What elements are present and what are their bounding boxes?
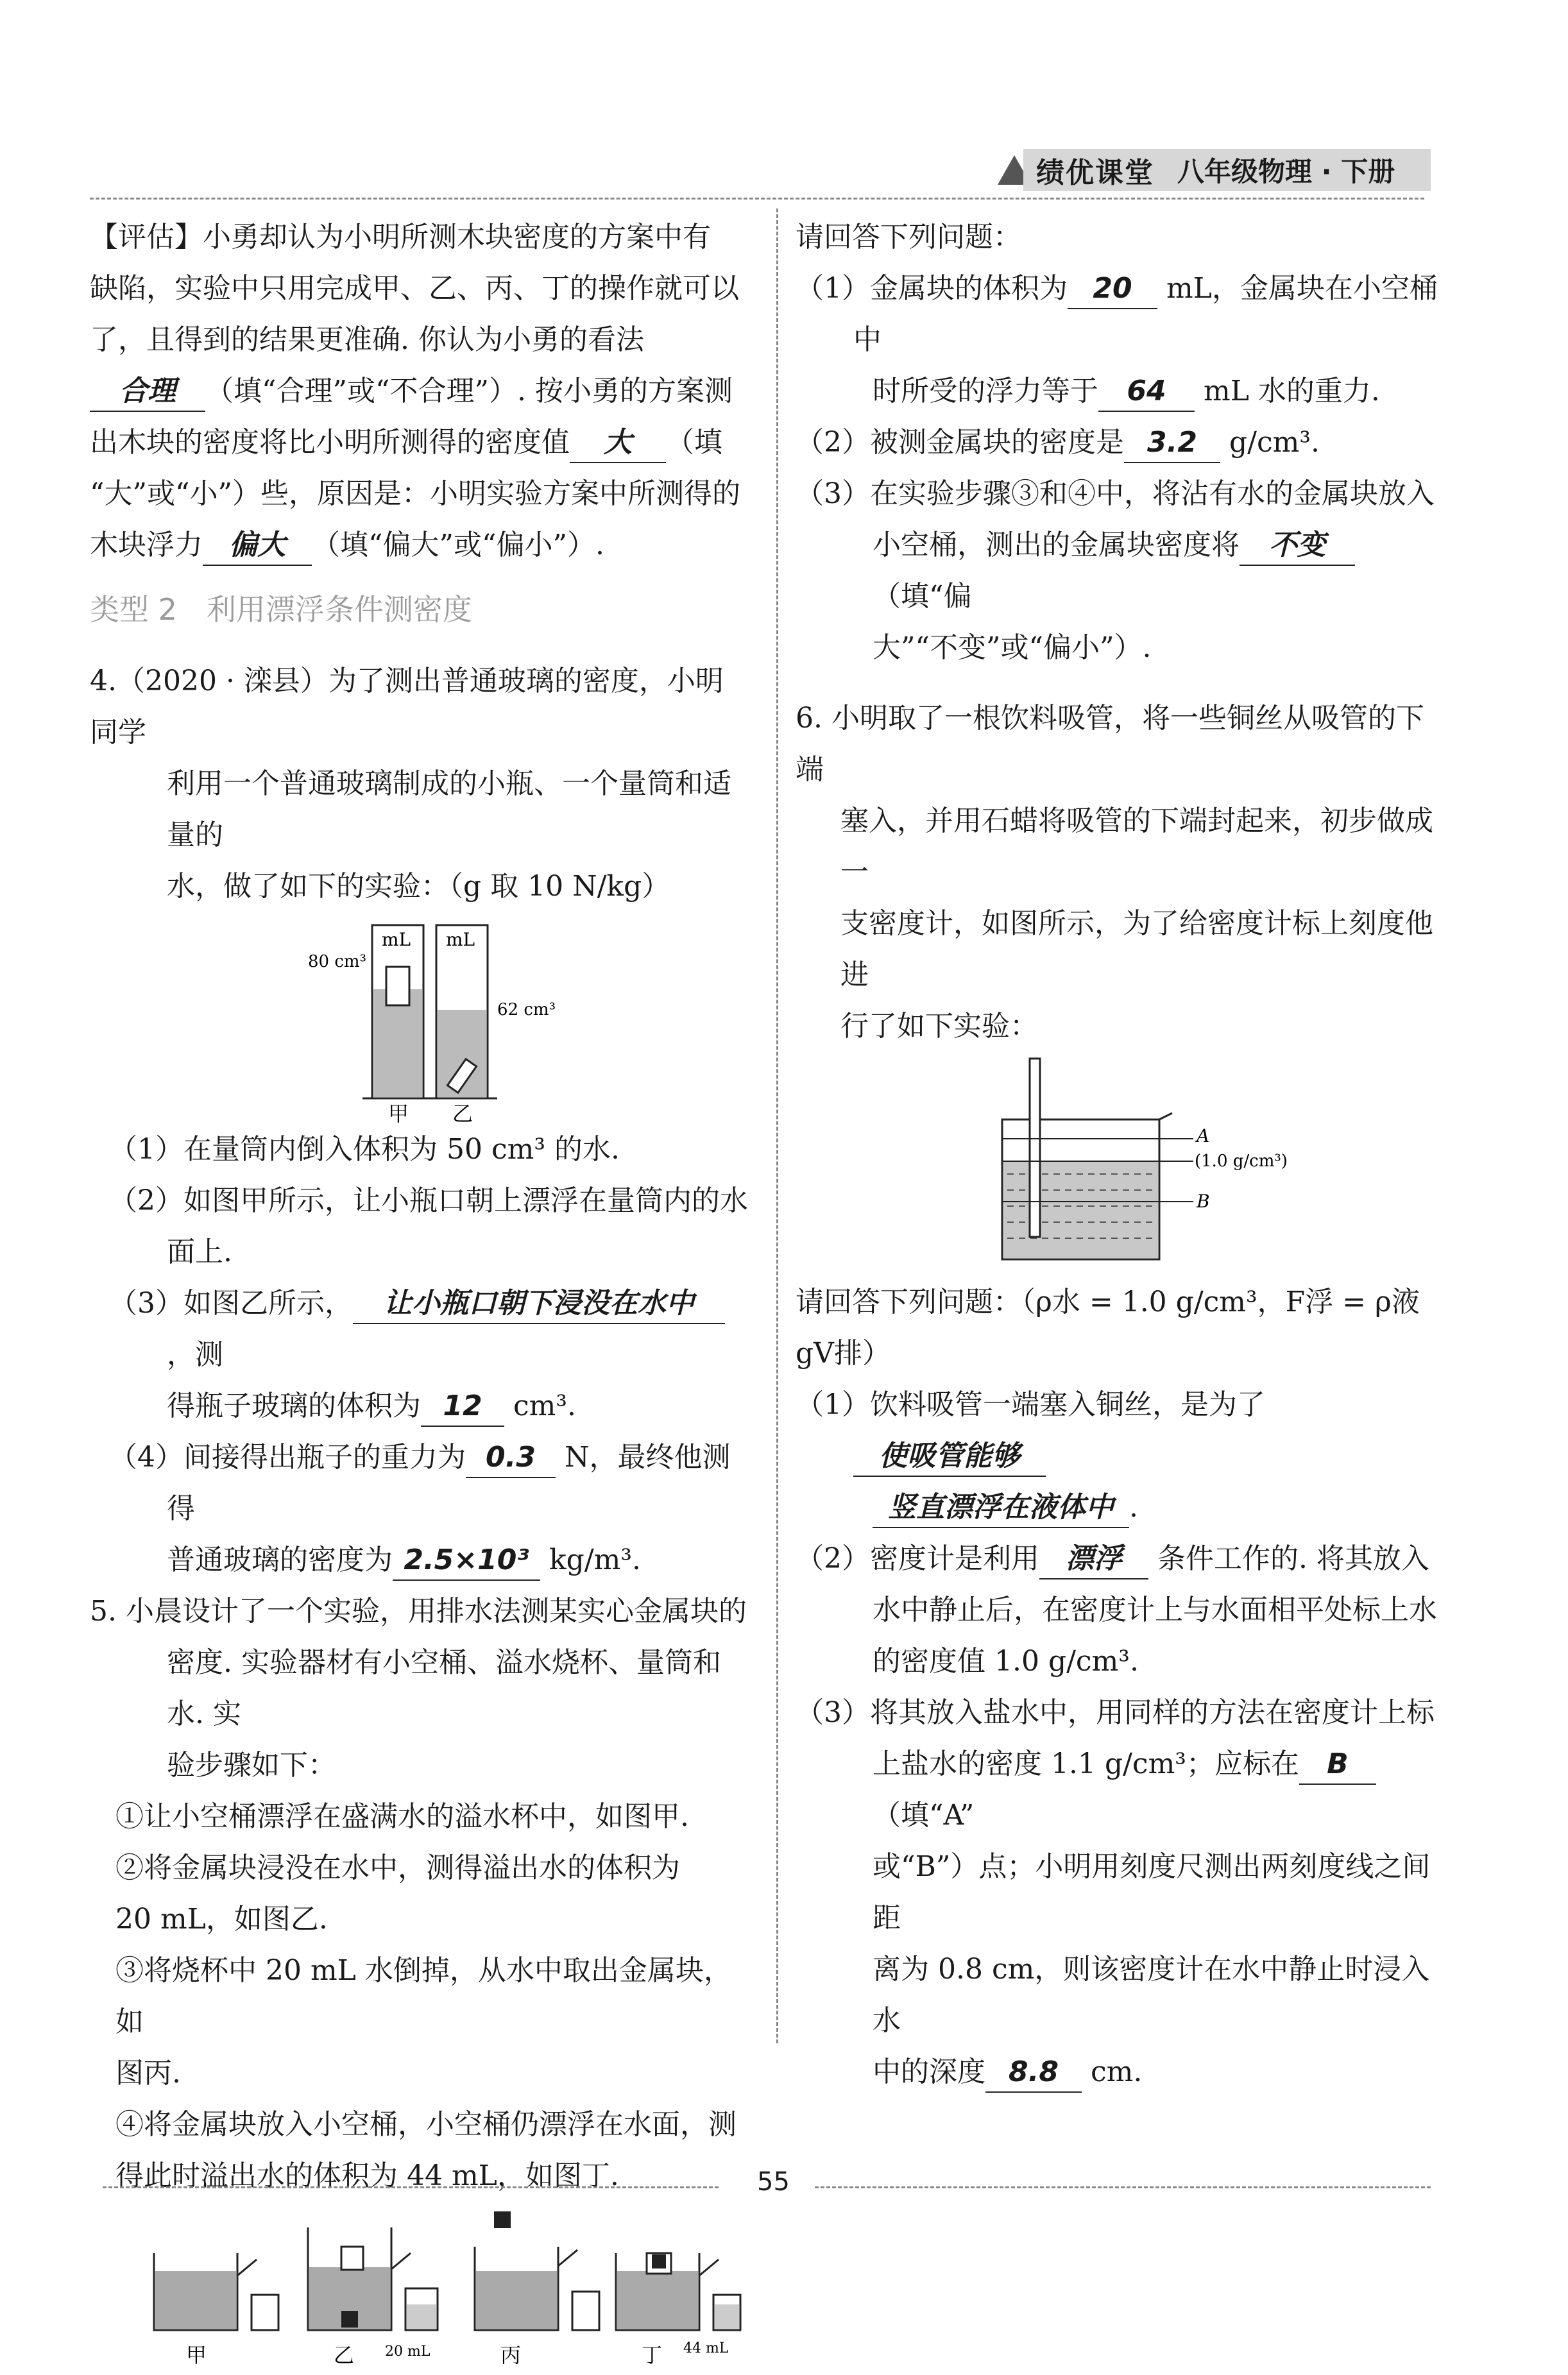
answer-blank: 不变 [1240, 527, 1355, 566]
q4-step-2b: 面上. [167, 1236, 232, 1268]
figure-label: 乙 [334, 2343, 355, 2367]
answer-blank: 使吸管能够 [853, 1438, 1046, 1477]
q4-line-1: 4.（2020 · 滦县）为了测出普通玻璃的密度，小明同学 [90, 665, 724, 749]
q5-step-2b: 20 mL，如图乙. [115, 1903, 328, 1936]
q6-question: 请回答下列问题：（ρ水 = 1.0 g/cm³，F浮 = ρ液 gV排） [796, 1286, 1420, 1370]
header-banner [1023, 149, 1431, 191]
q4-line-3: 水，做了如下的实验：（g 取 10 N/kg） [167, 870, 670, 903]
q6-line-4: 行了如下实验： [840, 1010, 1038, 1043]
answer-blank: B [1299, 1746, 1376, 1785]
eval-line-2: 缺陷，实验中只用完成甲、乙、丙、丁的操作就可以 [90, 272, 739, 305]
page-header [998, 149, 1431, 192]
q5-step-4: ④将金属块放入小空桶，小空桶仍漂浮在水面，测 [115, 2108, 737, 2141]
volume-label: 44 mL [683, 2340, 729, 2356]
figure-label: 乙 [452, 1102, 473, 1124]
answer-blank: 漂浮 [1039, 1541, 1148, 1579]
q5-step-1: ①让小空桶漂浮在盛满水的溢水杯中，如图甲. [115, 1800, 689, 1833]
q5-step-4b: 得此时溢出水的体积为 44 mL，如图丁. [115, 2159, 619, 2192]
answer-blank: 8.8 [985, 2054, 1082, 2093]
answer-blank: 20 [1068, 271, 1157, 309]
q5-intro: 请回答下列问题： [796, 221, 1021, 253]
volume-label: 80 cm³ [308, 952, 366, 971]
q5-answer-3: （3）在实验步骤③和④中，将沾有水的金属块放入 [796, 477, 1435, 510]
answer-blank: 2.5×10³ [393, 1542, 540, 1581]
answer-blank: 合理 [90, 373, 205, 412]
q4-step-3b: 得瓶子玻璃的体积为 12 cm³. [90, 1381, 751, 1432]
q6-answer-3d: 离为 0.8 cm，则该密度计在水中静止时浸入水 [873, 1953, 1430, 2037]
page-number: 55 [757, 2167, 790, 2197]
q6-answer-1b: 竖直漂浮在液体中 . [796, 1482, 1444, 1533]
answer-blank: 偏大 [203, 527, 312, 566]
footer-divider-right [815, 2186, 1431, 2188]
q4-step-2: （2）如图甲所示，让小瓶口朝上漂浮在量筒内的水 [109, 1184, 748, 1217]
figure-label: 甲 [388, 1102, 409, 1124]
volume-label: 62 cm³ [497, 1000, 556, 1019]
q6-answer-2b: 水中静止后，在密度计上与水面相平处标上水 [873, 1594, 1437, 1626]
q6-answer-2: （2）密度计是利用 漂浮 条件工作的. 将其放入 [796, 1533, 1444, 1585]
answer-blank: 3.2 [1124, 425, 1220, 463]
figure-label: 甲 [186, 2343, 207, 2367]
unit-label: mL [446, 929, 475, 950]
eval-line-5: 出木块的密度将比小明所测得的密度值 大 （填 [90, 417, 751, 468]
q5-step-2: ②将金属块浸没在水中，测得溢出水的体积为 [115, 1851, 680, 1884]
volume-label: 20 mL [385, 2344, 430, 2360]
right-column [796, 212, 1444, 2098]
eval-line-7: 木块浮力 偏大 （填“偏大”或“偏小”）. [90, 520, 751, 571]
cylinder-figure [90, 912, 751, 1124]
density-label: (1.0 g/cm³) [1195, 1152, 1288, 1171]
q5-answer-3c: 大”“不变”或“偏小”）. [873, 631, 1152, 664]
q6-answer-3c: 或“B”）点；小明用刻度尺测出两刻度线之间距 [873, 1850, 1431, 1934]
q4-line-2: 利用一个普通玻璃制成的小瓶、一个量筒和适量的 [167, 767, 731, 851]
q4-step-4: （4）间接得出瓶子的重力为 0.3 N，最终他测得 [109, 1441, 731, 1525]
brand-title: 绩优课堂 [1036, 157, 1154, 189]
eval-line-1: 【评估】小勇却认为小明所测木块密度的方案中有 [90, 221, 711, 253]
section-title: 类型 2 利用漂浮条件测密度 [90, 592, 472, 627]
q6-line-3: 支密度计，如图所示，为了给密度计标上刻度他进 [840, 907, 1433, 991]
q4-step-1: （1）在量筒内倒入体积为 50 cm³ 的水. [109, 1133, 620, 1166]
q6-answer-3e: 中的深度 8.8 cm. [796, 2047, 1444, 2098]
q5-line-1: 5. 小晨设计了一个实验，用排水法测某实心金属块的 [90, 1595, 747, 1628]
book-subtitle: 八年级物理 · 下册 [1177, 156, 1395, 187]
q4-step-3: （3）如图乙所示， 让小瓶口朝下浸没在水中，测 [90, 1278, 751, 1381]
q6-line-2: 塞入，并用石蜡将吸管的下端封起来，初步做成一 [840, 804, 1433, 889]
q6-answer-2c: 的密度值 1.0 g/cm³. [873, 1645, 1139, 1678]
q5-step-3: ③将烧杯中 20 mL 水倒掉，从水中取出金属块，如 [115, 1954, 732, 2038]
q5-answer-3b: 小空桶，测出的金属块密度将 不变（填“偏 [796, 520, 1444, 622]
overflow-figure [90, 2208, 751, 2375]
q5-answer-1: （1）金属块的体积为 20 mL，金属块在小空桶中 [796, 272, 1438, 356]
q5-answer-2: （2）被测金属块的密度是 3.2 g/cm³. [796, 417, 1444, 468]
mark-label: A [1197, 1125, 1210, 1146]
figure-label: 丙 [500, 2343, 522, 2367]
q5-step-3b: 图丙. [115, 2057, 181, 2090]
footer-divider-left [103, 2186, 719, 2188]
top-divider [90, 198, 1424, 200]
left-column [90, 212, 751, 2375]
q6-answer-3b: 上盐水的密度 1.1 g/cm³；应标在 B（填“A” [796, 1739, 1444, 1841]
column-divider [776, 209, 778, 2043]
answer-blank: 64 [1098, 373, 1195, 412]
eval-line-4: 合理 （填“合理”或“不合理”）. 按小勇的方案测 [90, 366, 751, 417]
q6-answer-3: （3）将其放入盐水中，用同样的方法在密度计上标 [796, 1696, 1435, 1729]
eval-line-3: 了，且得到的结果更准确. 你认为小勇的看法 [90, 323, 644, 356]
hydrometer-figure [796, 1052, 1444, 1277]
q5-line-3: 验步骤如下： [167, 1749, 336, 1782]
q4-step-4b: 普通玻璃的密度为 2.5×10³ kg/m³. [90, 1535, 751, 1586]
answer-blank: 12 [421, 1388, 504, 1427]
answer-blank: 大 [570, 425, 666, 463]
q6-line-1: 6. 小明取了一根饮料吸管，将一些铜丝从吸管的下端 [796, 702, 1424, 786]
q5-line-2: 密度. 实验器材有小空桶、溢水烧杯、量筒和水. 实 [167, 1646, 721, 1730]
q6-answer-1: （1）饮料吸管一端塞入铜丝，是为了使吸管能够 [796, 1379, 1444, 1482]
answer-blank: 竖直漂浮在液体中 [873, 1490, 1129, 1528]
answer-blank: 让小瓶口朝下浸没在水中 [353, 1286, 725, 1324]
eval-line-6: “大”或“小”）些，原因是：小明实验方案中所测得的 [90, 477, 740, 510]
q5-answer-1b: 时所受的浮力等于 64 mL 水的重力. [796, 366, 1444, 417]
answer-blank: 0.3 [466, 1440, 556, 1478]
figure-label: 丁 [642, 2343, 663, 2367]
unit-label: mL [382, 929, 411, 950]
mark-label: B [1197, 1191, 1210, 1212]
